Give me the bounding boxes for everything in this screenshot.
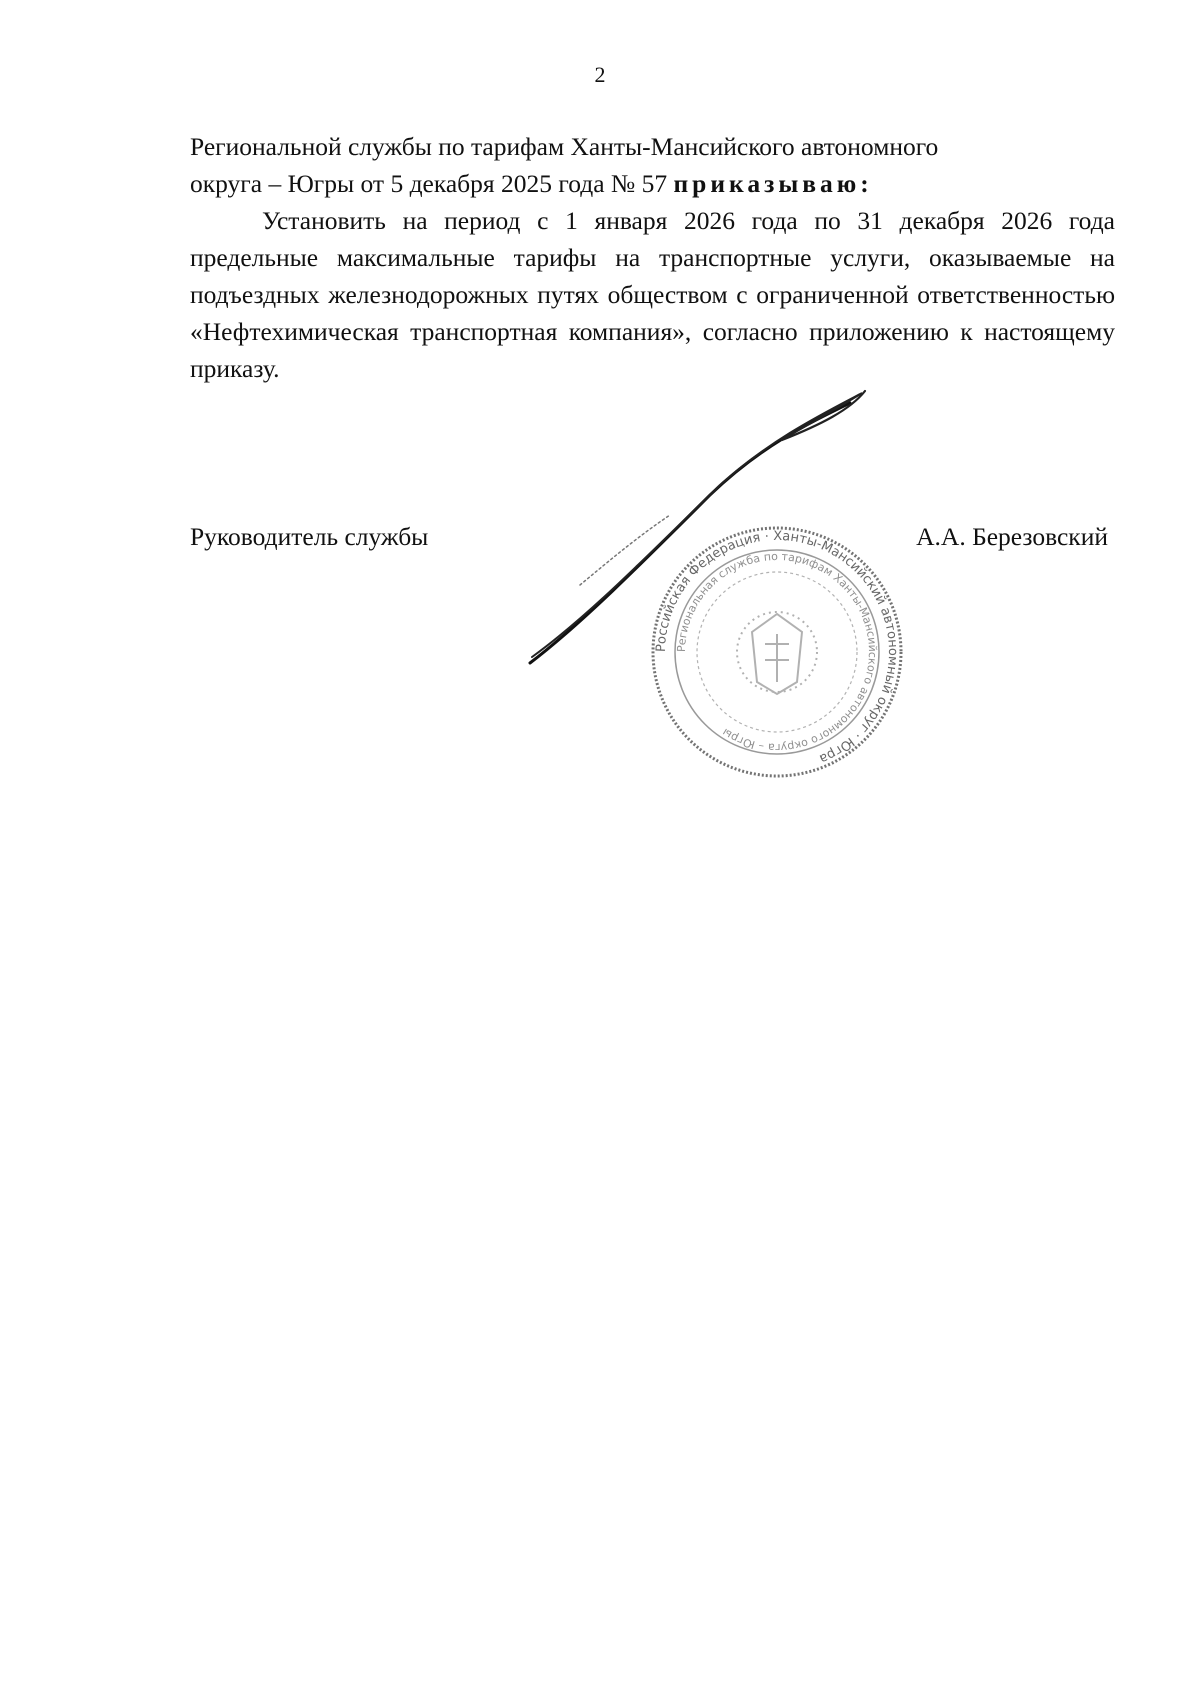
page-number: 2 [594,62,606,87]
paragraph-intro [190,128,1115,202]
document-body [190,128,1115,387]
intro-line-2: округа – Югры от 5 декабря 2025 года № 57 [190,169,674,198]
seal-inner-text: Региональная служба по тарифам Ханты-Мансийского автономного округа – Югры [674,549,880,755]
paragraph-main: Установить на период с 1 января 2026 года по 31 декабря 2026 года предельные максимальные тарифы на транспортные услуги, оказываемые на подъездных железнодорожных путях обществом с ограниченной ответственностью «Нефтехимическая транспортная компания», согласно приложению к настоящему приказу. [190,206,1115,383]
signatory-position: Руководитель службы [190,522,429,551]
order-keyword: приказываю: [673,169,873,198]
signatory-name: А.А. Березовский [916,522,1108,551]
handwritten-signature-icon [520,385,940,675]
seal-outer-text: Российская Федерация · Ханты-Мансийский автономный округ · Югра [653,528,901,767]
intro-line-1: Региональной службы по тарифам Ханты-Мансийского автономного [190,132,939,161]
